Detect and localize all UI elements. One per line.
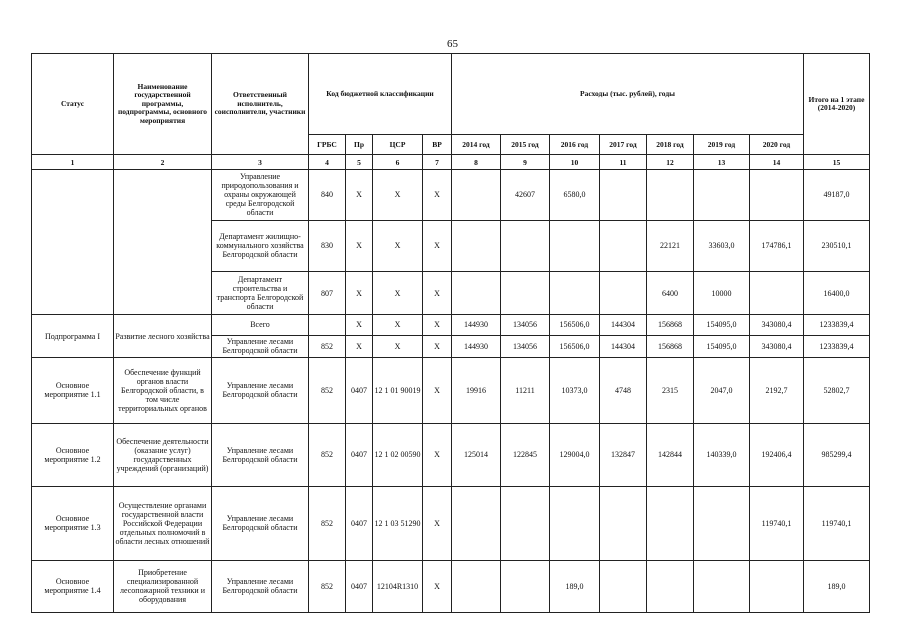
grbs-cell: 852 [309,358,346,424]
column-number: 1 [32,155,114,169]
executor-cell: Всего [212,315,309,335]
grbs-cell: 807 [309,272,346,315]
header-csr: ЦСР [373,134,423,154]
value-2020 [750,560,804,612]
header-expenses: Расходы (тыс. рублей), годы [452,54,804,135]
value-2015: 11211 [501,358,550,424]
value-2016: 129004,0 [550,423,600,486]
value-2015: 42607 [501,169,550,220]
value-2017 [600,272,647,315]
status-cell: Подпрограмма I [32,315,114,358]
status-cell: Основное мероприятие 1.1 [32,358,114,424]
value-2017: 144304 [600,335,647,358]
value-2020: 174786,1 [750,220,804,271]
table-row [32,358,870,424]
header-pr: Пр [346,134,373,154]
value-2017: 132847 [600,423,647,486]
table-row [32,169,870,220]
pr-cell: 0407 [346,423,373,486]
csr-cell: 12 1 01 90019 [373,358,423,424]
executor-cell: Управление лесами Белгородской области [212,487,309,561]
value-2019 [694,169,750,220]
value-2019: 2047,0 [694,358,750,424]
column-number: 9 [501,155,550,169]
value-2018: 156868 [647,315,694,335]
vr-cell: Х [423,335,452,358]
table-row [32,423,870,486]
column-number: 8 [452,155,501,169]
header-vr: ВР [423,134,452,154]
pr-cell: 0407 [346,560,373,612]
header-grbs: ГРБС [309,134,346,154]
value-2016 [550,220,600,271]
value-2016: 10373,0 [550,358,600,424]
value-2016 [550,272,600,315]
vr-cell: Х [423,315,452,335]
value-2014 [452,560,501,612]
value-2014 [452,220,501,271]
column-number: 12 [647,155,694,169]
column-number: 14 [750,155,804,169]
value-2017: 4748 [600,358,647,424]
name-cell: Обеспечение функций органов власти Белгородской области, в том числе территориальных органов [114,358,212,424]
vr-cell: Х [423,423,452,486]
csr-cell: Х [373,315,423,335]
header-year-2016: 2016 год [550,134,600,154]
vr-cell: Х [423,272,452,315]
value-2015: 134056 [501,315,550,335]
grbs-cell: 852 [309,560,346,612]
value-2019 [694,560,750,612]
value-2019: 140339,0 [694,423,750,486]
value-2020: 2192,7 [750,358,804,424]
value-2018: 156868 [647,335,694,358]
value-2020: 192406,4 [750,423,804,486]
value-2020 [750,272,804,315]
status-cell: Основное мероприятие 1.4 [32,560,114,612]
column-number: 13 [694,155,750,169]
value-2014: 125014 [452,423,501,486]
column-numbers-row [32,155,870,169]
name-cell: Приобретение специализированной лесопожарной техники и оборудования [114,560,212,612]
table-row [32,315,870,335]
grbs-cell: 852 [309,423,346,486]
value-2018: 142844 [647,423,694,486]
column-number: 5 [346,155,373,169]
total-cell: 52802,7 [804,358,870,424]
page-number: 65 [447,38,458,50]
name-cell: Обеспечение деятельности (оказание услуг) государственных учреждений (организаций) [114,423,212,486]
value-2014 [452,169,501,220]
csr-cell: Х [373,169,423,220]
value-2015 [501,272,550,315]
total-cell: 49187,0 [804,169,870,220]
value-2017 [600,220,647,271]
value-2017 [600,169,647,220]
csr-cell: 12 1 02 00590 [373,423,423,486]
grbs-cell: 852 [309,335,346,358]
status-cell: Основное мероприятие 1.3 [32,487,114,561]
executor-cell: Управление природопользования и охраны окружающей среды Белгородской области [212,169,309,220]
pr-cell: Х [346,220,373,271]
grbs-cell: 840 [309,169,346,220]
csr-cell: 12 1 03 51290 [373,487,423,561]
value-2014 [452,487,501,561]
pr-cell: Х [346,335,373,358]
csr-cell: Х [373,220,423,271]
header-executor: Ответственный исполнитель, соисполнители, участники [212,54,309,155]
total-cell: 1233839,4 [804,315,870,335]
vr-cell: Х [423,169,452,220]
value-2020: 343080,4 [750,315,804,335]
executor-cell: Управление лесами Белгородской области [212,560,309,612]
csr-cell: Х [373,272,423,315]
name-cell: Осуществление органами государственной власти Российской Федерации отдельных полномочий в области лесных отношений [114,487,212,561]
executor-cell: Департамент строительства и транспорта Белгородской области [212,272,309,315]
executor-cell: Управление лесами Белгородской области [212,358,309,424]
budget-table [31,53,870,613]
csr-cell: 12104R1310 [373,560,423,612]
column-number: 2 [114,155,212,169]
value-2014 [452,272,501,315]
value-2020 [750,169,804,220]
pr-cell: 0407 [346,487,373,561]
value-2019: 10000 [694,272,750,315]
column-number: 6 [373,155,423,169]
value-2017 [600,560,647,612]
executor-cell: Управление лесами Белгородской области [212,423,309,486]
header-year-2018: 2018 год [647,134,694,154]
value-2018: 2315 [647,358,694,424]
value-2020: 343080,4 [750,335,804,358]
value-2015 [501,560,550,612]
vr-cell: Х [423,560,452,612]
table-row [32,487,870,561]
vr-cell: Х [423,220,452,271]
value-2018 [647,487,694,561]
pr-cell: Х [346,169,373,220]
value-2019: 154095,0 [694,335,750,358]
executor-cell: Управление лесами Белгородской области [212,335,309,358]
header-year-2020: 2020 год [750,134,804,154]
value-2016: 156506,0 [550,335,600,358]
value-2018 [647,560,694,612]
column-number: 10 [550,155,600,169]
value-2019: 33603,0 [694,220,750,271]
grbs-cell: 830 [309,220,346,271]
value-2015 [501,487,550,561]
pr-cell: 0407 [346,358,373,424]
status-cell-empty [32,169,114,314]
table-row [32,560,870,612]
total-cell: 985299,4 [804,423,870,486]
total-cell: 16400,0 [804,272,870,315]
header-year-2015: 2015 год [501,134,550,154]
value-2019: 154095,0 [694,315,750,335]
csr-cell: Х [373,335,423,358]
value-2016: 156506,0 [550,315,600,335]
column-number: 7 [423,155,452,169]
header-year-2017: 2017 год [600,134,647,154]
value-2017: 144304 [600,315,647,335]
value-2014: 144930 [452,335,501,358]
column-number: 3 [212,155,309,169]
header-year-2014: 2014 год [452,134,501,154]
column-number: 11 [600,155,647,169]
header-row [32,54,870,135]
status-cell: Основное мероприятие 1.2 [32,423,114,486]
value-2018: 22121 [647,220,694,271]
grbs-cell: 852 [309,487,346,561]
header-status: Статус [32,54,114,155]
total-cell: 1233839,4 [804,335,870,358]
total-cell: 119740,1 [804,487,870,561]
value-2014: 19916 [452,358,501,424]
name-cell: Развитие лесного хозяйства [114,315,212,358]
header-name: Наименование государственной программы, подпрограммы, основного мероприятия [114,54,212,155]
total-cell: 230510,1 [804,220,870,271]
vr-cell: Х [423,358,452,424]
column-number: 4 [309,155,346,169]
value-2018: 6400 [647,272,694,315]
header-total: Итого на 1 этапе (2014-2020) [804,54,870,155]
total-cell: 189,0 [804,560,870,612]
header-budget-code: Код бюджетной классификации [309,54,452,135]
grbs-cell [309,315,346,335]
header-year-2019: 2019 год [694,134,750,154]
value-2015 [501,220,550,271]
value-2020: 119740,1 [750,487,804,561]
value-2019 [694,487,750,561]
value-2015: 122845 [501,423,550,486]
executor-cell: Департамент жилищно-коммунального хозяйства Белгородской области [212,220,309,271]
value-2016 [550,487,600,561]
value-2018 [647,169,694,220]
value-2015: 134056 [501,335,550,358]
column-number: 15 [804,155,870,169]
name-cell-empty [114,169,212,314]
value-2017 [600,487,647,561]
pr-cell: Х [346,315,373,335]
vr-cell: Х [423,487,452,561]
value-2014: 144930 [452,315,501,335]
pr-cell: Х [346,272,373,315]
value-2016: 6580,0 [550,169,600,220]
value-2016: 189,0 [550,560,600,612]
